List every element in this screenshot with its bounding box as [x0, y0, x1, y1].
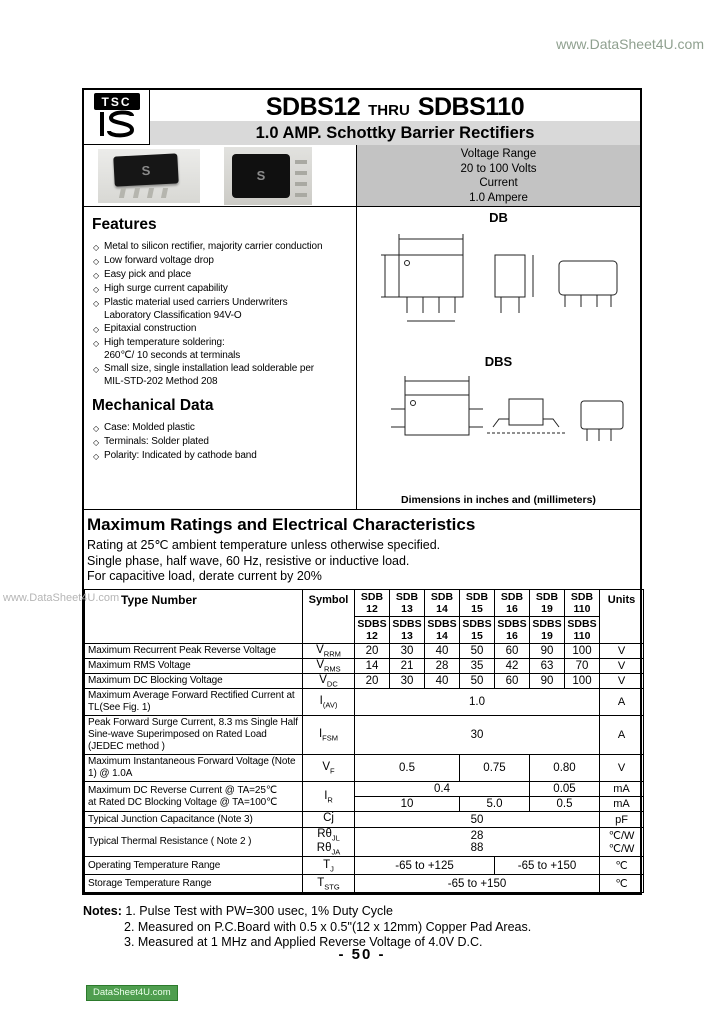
page-number: - 50 -	[338, 946, 386, 963]
package-photo-dip	[98, 149, 200, 203]
note-3: 3. Measured at 1 MHz and Applied Reverse Voltage of 4.0V D.C.	[124, 935, 483, 949]
ratings-line-voltage-label: Voltage Range	[460, 148, 537, 160]
content-columns	[84, 207, 640, 510]
spec-row-vrms: Maximum RMS Voltage $V_{RMS}$ 14 21 28 35 42 63 70 V	[85, 658, 644, 673]
header	[84, 90, 640, 145]
page-title	[150, 90, 640, 121]
spec-row-tj: Operating Temperature Range $T_J$ -65 to +125 -65 to +150 ℃	[85, 857, 644, 875]
col-header-type-number: Type Number	[85, 589, 303, 643]
features-heading: Features	[92, 216, 157, 233]
table-header-row-1	[85, 589, 644, 616]
package-photo-front	[224, 147, 312, 205]
col-header-sdb19: SDB 19	[530, 589, 565, 616]
features-column	[84, 207, 357, 509]
chip-pins	[295, 160, 307, 197]
col-header-sdb13: SDB 13	[390, 589, 425, 616]
spec-row-ir-25c: Maximum DC Reverse Current @ TA=25℃ at Rated DC Blocking Voltage @ TA=100℃ $I_R$ 0.4 0.05 mA	[85, 782, 644, 797]
title-part2: SDBS110	[417, 93, 525, 121]
dbs-package-label: DBS	[484, 354, 513, 369]
mechanical-item: ◇ Polarity: Indicated by cathode band	[93, 450, 257, 461]
ratings-box	[357, 145, 640, 206]
tsc-logo-text: TSC	[94, 93, 140, 110]
spec-row-tstg: Storage Temperature Range $T_{STG}$ -65 to +150 ℃	[85, 875, 644, 893]
diamond-bullet-icon: ◇	[93, 285, 100, 294]
col-header-sdb16: SDB 16	[495, 589, 530, 616]
watermark-top-right: www.DataSheet4U.com	[556, 36, 704, 52]
feature-item: ◇ High surge current capability	[93, 283, 228, 294]
spec-row-vrrm: Maximum Recurrent Peak Reverse Voltage $V_{RRM}$ 20 30 40 50 60 90 100 V	[85, 643, 644, 658]
col-header-sdbs12: SDBS 12	[355, 616, 390, 643]
col-header-sdbs16: SDBS 16	[495, 616, 530, 643]
col-header-sdb12: SDB 12	[355, 589, 390, 616]
feature-item: ◇ Epitaxial construction	[93, 323, 197, 334]
db-package-drawing	[359, 225, 639, 351]
diamond-bullet-icon: ◇	[93, 299, 100, 308]
dbs-package-drawing	[359, 369, 639, 491]
chip-marking: S	[256, 168, 266, 183]
datasheet4u-badge: DataSheet4U.com	[86, 985, 178, 1001]
spec-row-thermal: Typical Thermal Resistance ( Note 2 ) $R\theta_{JL}$ $R\theta_{JA}$ 28 88 ℃/W ℃/W	[85, 827, 644, 857]
max-ratings-section	[84, 510, 640, 589]
col-header-sdbs19: SDBS 19	[530, 616, 565, 643]
diamond-bullet-icon: ◇	[93, 452, 100, 461]
title-thru: THRU	[368, 102, 410, 119]
diamond-bullet-icon: ◇	[93, 271, 100, 280]
diamond-bullet-icon: ◇	[93, 424, 100, 433]
section-line: For capacitive load, derate current by 20%	[87, 569, 322, 583]
chip-marking: S	[141, 161, 151, 178]
db-package-label: DB	[489, 210, 508, 225]
ratings-line-current-label: Current	[479, 177, 518, 189]
watermark-left: www.DataSheet4U.com	[3, 592, 120, 604]
spec-row-ifsm: Peak Forward Surge Current, 8.3 ms Single Half Sine-wave Superimposed on Rated Load (JEDEC method ) $I_{FSM}$ 30 A	[85, 716, 644, 755]
col-header-units: Units	[600, 589, 644, 643]
section-title: Maximum Ratings and Electrical Characteristics	[87, 515, 476, 534]
col-header-sdb110: SDB 110	[565, 589, 600, 616]
diamond-bullet-icon: ◇	[93, 243, 100, 252]
notes-label: Notes:	[83, 904, 122, 918]
features-list	[91, 240, 352, 388]
feature-item: ◇ Metal to silicon rectifier, majority carrier conduction	[93, 241, 323, 252]
spec-row-cj: Typical Junction Capacitance (Note 3) Cj 50 pF	[85, 812, 644, 827]
section-line: Rating at 25℃ ambient temperature unless otherwise specified.	[87, 538, 441, 552]
spec-row-vdc: Maximum DC Blocking Voltage $V_{DC}$ 20 30 40 50 60 90 100 V	[85, 674, 644, 689]
spec-row-ir-100c: 10 5.0 0.5 mA	[85, 797, 644, 812]
dimensions-note: Dimensions in inches and (millimeters)	[401, 494, 596, 506]
col-header-sdbs14: SDBS 14	[425, 616, 460, 643]
mechanical-item: ◇ Case: Molded plastic	[93, 422, 195, 433]
feature-item: ◇ High temperature soldering: 260℃/ 10 seconds at terminals	[93, 337, 241, 361]
tsc-logo	[84, 90, 150, 144]
diamond-bullet-icon: ◇	[93, 339, 100, 348]
col-header-sdbs13: SDBS 13	[390, 616, 425, 643]
mechanical-item: ◇ Terminals: Solder plated	[93, 436, 209, 447]
chip-pins	[120, 188, 167, 198]
section-line: Single phase, half wave, 60 Hz, resistive or inductive load.	[87, 553, 410, 568]
col-header-sdb14: SDB 14	[425, 589, 460, 616]
spec-row-iav: Maximum Average Forward Rectified Current at TL(See Fig. 1) $I_{(AV)}$ 1.0 A	[85, 689, 644, 716]
document-frame	[82, 88, 642, 895]
drawings-column	[357, 207, 640, 509]
col-header-sdbs15: SDBS 15	[460, 616, 495, 643]
diamond-bullet-icon: ◇	[93, 438, 100, 447]
notes	[83, 904, 642, 951]
spec-row-vf: Maximum Instantaneous Forward Voltage (Note 1) @ 1.0A $V_F$ 0.5 0.75 0.80 V	[85, 755, 644, 782]
diamond-bullet-icon: ◇	[93, 365, 100, 374]
tsc-logo-glyph-icon	[96, 110, 138, 138]
col-header-sdb15: SDB 15	[460, 589, 495, 616]
diamond-bullet-icon: ◇	[93, 257, 100, 266]
note-2: 2. Measured on P.C.Board with 0.5 x 0.5"(12 x 12mm) Copper Pad Areas.	[124, 919, 532, 934]
ratings-line-current-value: 1.0 Ampere	[469, 191, 528, 204]
col-header-symbol: Symbol	[303, 589, 355, 643]
mechanical-list	[91, 421, 352, 463]
feature-item: ◇ Easy pick and place	[93, 269, 192, 280]
diamond-bullet-icon: ◇	[93, 325, 100, 334]
title-part1: SDBS12	[265, 93, 361, 121]
feature-item: ◇ Small size, single installation lead solderable per MIL-STD-202 Method 208	[93, 363, 315, 387]
chip-body	[113, 153, 178, 186]
title-block	[150, 90, 640, 144]
ratings-line-voltage-value: 20 to 100 Volts	[460, 162, 537, 175]
feature-item: ◇ Low forward voltage drop	[93, 255, 214, 266]
feature-item: ◇ Plastic material used carriers Underwriters Laboratory Classification 94V-O	[93, 297, 288, 321]
col-header-sdbs110: SDBS 110	[565, 616, 600, 643]
product-photos	[84, 145, 357, 206]
ratings-table	[84, 589, 644, 894]
photo-ratings-row	[84, 145, 640, 207]
page-subtitle: 1.0 AMP. Schottky Barrier Rectifiers	[150, 121, 640, 145]
mechanical-heading: Mechanical Data	[92, 397, 214, 414]
note-1: 1. Pulse Test with PW=300 usec, 1% Duty Cycle	[125, 904, 393, 918]
chip-body	[232, 154, 290, 198]
